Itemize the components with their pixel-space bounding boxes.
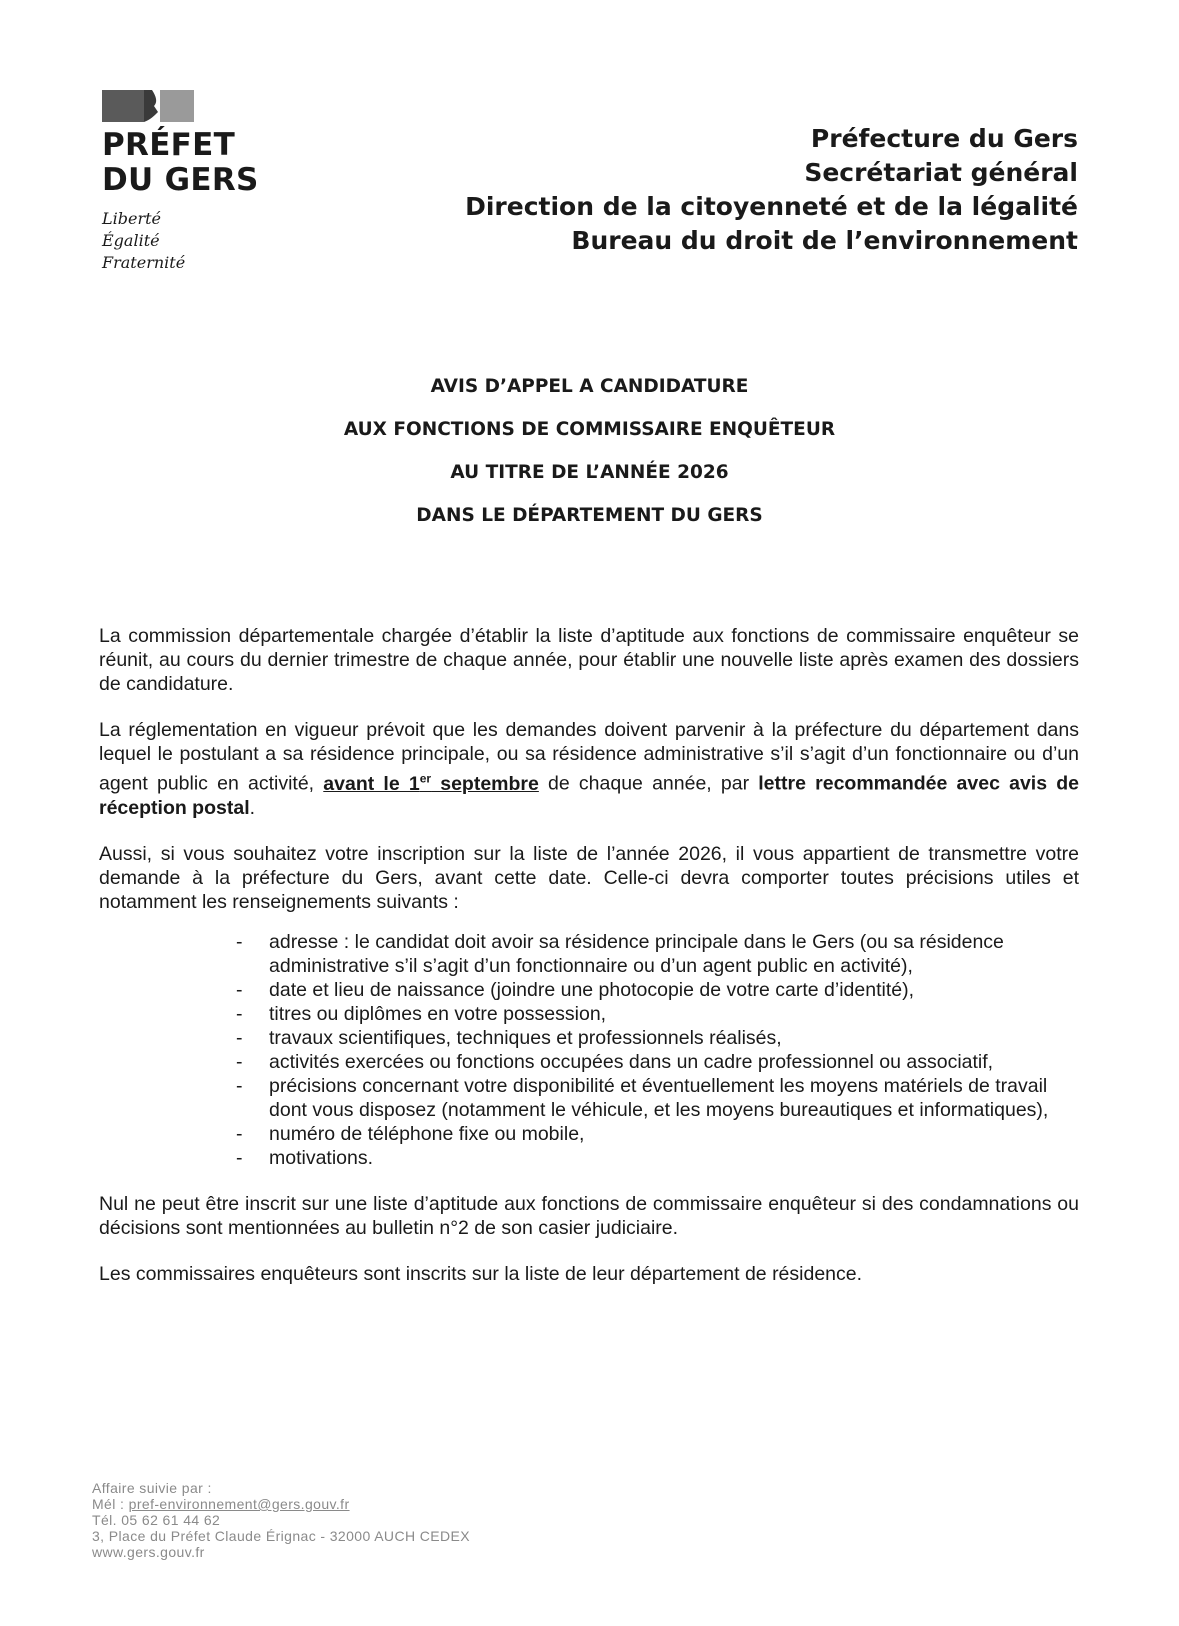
issuing-office-header [465,122,1078,258]
motto-liberte: Liberté [102,209,161,228]
title-line: DANS LE DÉPARTEMENT DU GERS [416,505,763,526]
list-dash: - [236,1074,243,1097]
list-dash: - [236,1122,243,1145]
paragraph-commission: La commission départementale chargée d’établir la liste d’aptitude aux fonctions de commissaire enquêteur se réunit, au cours du dernier trimestre de chaque année, pour établir une nouvelle liste après examen des dossiers de candidature. [99,625,1079,695]
title-line: AVIS D’APPEL A CANDIDATURE [430,376,749,397]
footer-address: 3, Place du Préfet Claude Érignac - 32000 AUCH CEDEX [92,1528,470,1544]
prefet-line-2: DU GERS [102,162,259,198]
list-item-text: précisions concernant votre disponibilité et éventuellement les moyens matériels de travail dont vous disposez (notamment le véhicule, et les moyens bureautiques et informatiques), [269,1074,1049,1121]
title-line: AU TITRE DE L’ANNÉE 2026 [450,462,729,483]
list-dash: - [236,1026,243,1049]
list-item-text: date et lieu de naissance (joindre une photocopie de votre carte d’identité), [269,978,915,1001]
deadline-ordinal: er [419,771,432,785]
regulation-text-2: de chaque année, par [538,772,759,795]
list-dash: - [236,930,243,953]
marianne-icon [102,90,194,122]
list-dash: - [236,978,243,1001]
list-item [99,1122,1079,1146]
footer-email-label: Mél : [92,1496,129,1512]
list-item-text: motivations. [269,1146,374,1169]
list-item [99,1002,1079,1026]
list-dash: - [236,1050,243,1073]
list-item [99,1146,1079,1170]
notice-title [0,373,1179,545]
regulation-text: La réglementation en vigueur prévoit que les demandes doivent parvenir à la préfecture du département dans lequel le postulant a sa résidence principale, ou sa résidence administrative s’il s’agit d’un fonctionnaire ou d’un agent public en activité, [99,719,1079,795]
list-dash: - [236,1146,243,1169]
list-dash: - [236,1002,243,1025]
list-item-text: activités exercées ou fonctions occupées dans un cadre professionnel ou associatif, [269,1050,994,1073]
list-item [99,978,1079,1002]
prefet-title [102,128,272,198]
paragraph-application: Aussi, si vous souhaitez votre inscription sur la liste de l’année 2026, il vous appartient de transmettre votre demande à la préfecture du Gers, avant cette date. Celle-ci devra comporter toutes précisions utiles et notamment les renseignements suivants : [99,842,1079,913]
contact-footer [92,1480,470,1560]
regulation-end: . [249,796,256,819]
motto-egalite: Égalité [102,231,160,250]
header-line: Direction de la citoyenneté et de la légalité [465,192,1078,221]
deadline-month: septembre [431,772,539,795]
paragraph-regulation [99,718,1079,820]
list-item-text: travaux scientifiques, techniques et professionnels réalisés, [269,1026,782,1049]
prefet-line-1: PRÉFET [102,127,236,163]
prefecture-logo [102,90,272,274]
list-item [99,1074,1079,1122]
registered-letter-text: lettre recommandée avec avis de réception postal [99,772,1079,819]
list-item [99,930,1079,978]
republic-motto [102,208,272,274]
footer-phone: Tél. 05 62 61 44 62 [92,1512,221,1528]
deadline-part: avant le 1 [323,772,420,795]
footer-email-line [92,1496,470,1512]
paragraph-criminal-record: Nul ne peut être inscrit sur une liste d’aptitude aux fonctions de commissaire enquêteur si des condamnations ou décisions sont mentionnées au bulletin n°2 de son casier judiciaire. [99,1192,1079,1239]
header-line: Préfecture du Gers [810,124,1078,153]
footer-email-link[interactable]: pref-environnement@gers.gouv.fr [128,1496,350,1512]
motto-fraternite: Fraternité [102,253,186,272]
footer-website[interactable]: www.gers.gouv.fr [92,1544,205,1560]
title-line: AUX FONCTIONS DE COMMISSAIRE ENQUÊTEUR [343,419,836,440]
list-item-text: titres ou diplômes en votre possession, [269,1002,607,1025]
footer-followed-by: Affaire suivie par : [92,1480,212,1496]
notice-body [99,624,1079,1308]
deadline-text [323,773,539,795]
list-item-text: adresse : le candidat doit avoir sa résidence principale dans le Gers (ou sa résidence administrative s’il s’agit d’un fonctionnaire ou d’un agent public en activité), [269,930,1004,977]
list-item-text: numéro de téléphone fixe ou mobile, [269,1122,585,1145]
header-line: Bureau du droit de l’environnement [571,226,1078,255]
header-line: Secrétariat général [804,158,1078,187]
paragraph-residence: Les commissaires enquêteurs sont inscrits sur la liste de leur département de résidence. [99,1262,863,1285]
requirements-list [99,930,1079,1170]
list-item [99,1050,1079,1074]
list-item [99,1026,1079,1050]
